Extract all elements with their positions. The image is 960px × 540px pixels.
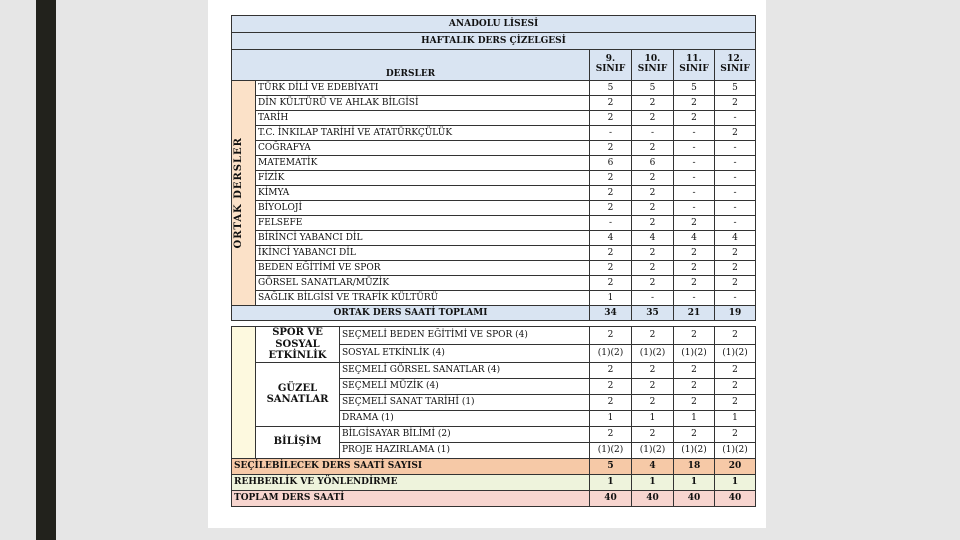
elective-hours: 2 — [715, 378, 756, 394]
course-row — [232, 291, 756, 306]
course-hours: 2 — [674, 276, 715, 291]
elective-hours: (1)(2) — [674, 442, 715, 458]
elective-hours: 2 — [674, 426, 715, 442]
common-total-value: 19 — [715, 306, 756, 321]
elective-hours: 2 — [632, 426, 674, 442]
elective-hours: 2 — [590, 394, 632, 410]
elective-courses-body — [232, 327, 756, 459]
course-hours: 2 — [715, 246, 756, 261]
common-courses-body — [232, 81, 756, 306]
elective-hours: 2 — [674, 327, 715, 345]
course-hours: 4 — [674, 231, 715, 246]
course-hours: - — [674, 156, 715, 171]
course-name: KİMYA — [256, 186, 590, 201]
course-hours: 2 — [632, 276, 674, 291]
elective-hours: (1)(2) — [715, 442, 756, 458]
elective-row — [232, 362, 756, 378]
elective-course-name: SEÇMELİ SANAT TARİHİ (1) — [340, 394, 590, 410]
elective-hours: 2 — [632, 327, 674, 345]
course-name: TÜRK DİLİ VE EDEBİYATI — [256, 81, 590, 96]
weekly-schedule-table — [231, 15, 756, 321]
school-title: ANADOLU LİSESİ — [232, 16, 756, 33]
course-hours: 2 — [632, 246, 674, 261]
elective-hours: 2 — [674, 394, 715, 410]
elective-side-cell — [232, 327, 256, 459]
course-hours: 2 — [674, 246, 715, 261]
course-hours: 2 — [590, 111, 632, 126]
course-hours: 2 — [632, 186, 674, 201]
course-hours: - — [674, 141, 715, 156]
course-name: DİN KÜLTÜRÜ VE AHLAK BİLGİSİ — [256, 96, 590, 111]
schedule-title: HAFTALIK DERS ÇİZELGESİ — [232, 33, 756, 50]
course-name: BİYOLOJİ — [256, 201, 590, 216]
course-name: İKİNCİ YABANCI DİL — [256, 246, 590, 261]
elective-hours: 2 — [674, 378, 715, 394]
summary-label: SEÇİLEBİLECEK DERS SAATİ SAYISI — [232, 458, 590, 474]
dersler-header: DERSLER — [232, 50, 590, 81]
course-row — [232, 276, 756, 291]
course-hours: 2 — [590, 141, 632, 156]
elective-hours: (1)(2) — [632, 344, 674, 362]
elective-hours: 2 — [590, 362, 632, 378]
summary-value: 40 — [674, 490, 715, 506]
elective-hours: 2 — [715, 362, 756, 378]
elective-category: SPOR VE SOSYAL ETKİNLİK — [256, 327, 340, 363]
course-hours: 2 — [715, 126, 756, 141]
summary-value: 40 — [715, 490, 756, 506]
summary-value: 1 — [674, 474, 715, 490]
course-hours: 4 — [632, 231, 674, 246]
course-hours: 2 — [674, 111, 715, 126]
elective-hours: 2 — [715, 426, 756, 442]
course-name: MATEMATİK — [256, 156, 590, 171]
elective-hours: 2 — [715, 327, 756, 345]
course-hours: 2 — [632, 111, 674, 126]
course-row — [232, 216, 756, 231]
elective-hours: 2 — [632, 394, 674, 410]
course-hours: 2 — [632, 201, 674, 216]
course-name: FELSEFE — [256, 216, 590, 231]
elective-hours: 1 — [674, 410, 715, 426]
course-row — [232, 261, 756, 276]
course-hours: 2 — [590, 261, 632, 276]
course-hours: 2 — [632, 96, 674, 111]
summary-label: REHBERLİK VE YÖNLENDİRME — [232, 474, 590, 490]
elective-course-name: SOSYAL ETKİNLİK (4) — [340, 344, 590, 362]
course-hours: - — [715, 216, 756, 231]
course-row — [232, 96, 756, 111]
course-name: BİRİNCİ YABANCI DİL — [256, 231, 590, 246]
course-hours: 5 — [674, 81, 715, 96]
common-total-value: 21 — [674, 306, 715, 321]
elective-course-name: SEÇMELİ GÖRSEL SANATLAR (4) — [340, 362, 590, 378]
course-hours: - — [715, 201, 756, 216]
course-hours: 2 — [590, 171, 632, 186]
elective-course-name: SEÇMELİ BEDEN EĞİTİMİ VE SPOR (4) — [340, 327, 590, 345]
summary-value: 5 — [590, 458, 632, 474]
course-hours: - — [632, 126, 674, 141]
course-hours: 2 — [674, 261, 715, 276]
course-hours: 2 — [715, 276, 756, 291]
elective-category: BİLİŞİM — [256, 426, 340, 458]
course-name: COĞRAFYA — [256, 141, 590, 156]
slide-accent-bar — [36, 0, 56, 540]
course-hours: - — [715, 141, 756, 156]
elective-hours: 1 — [715, 410, 756, 426]
course-hours: 2 — [674, 216, 715, 231]
course-row — [232, 156, 756, 171]
elective-hours: (1)(2) — [674, 344, 715, 362]
course-hours: 2 — [590, 246, 632, 261]
course-hours: - — [674, 291, 715, 306]
elective-row — [232, 327, 756, 345]
grade-header-9: 9. SINIF — [590, 50, 632, 81]
elective-category: GÜZEL SANATLAR — [256, 362, 340, 426]
course-hours: - — [715, 111, 756, 126]
course-hours: 5 — [632, 81, 674, 96]
course-name: TARİH — [256, 111, 590, 126]
course-hours: - — [590, 216, 632, 231]
course-hours: - — [590, 126, 632, 141]
course-hours: 2 — [590, 186, 632, 201]
course-hours: - — [632, 291, 674, 306]
summary-value: 20 — [715, 458, 756, 474]
course-hours: - — [715, 156, 756, 171]
course-row — [232, 111, 756, 126]
course-row — [232, 231, 756, 246]
summary-value: 1 — [632, 474, 674, 490]
elective-hours: 2 — [632, 362, 674, 378]
summary-value: 40 — [590, 490, 632, 506]
summary-row — [232, 458, 756, 474]
elective-hours: 1 — [590, 410, 632, 426]
course-row — [232, 201, 756, 216]
course-row — [232, 246, 756, 261]
summary-value: 4 — [632, 458, 674, 474]
course-hours: 2 — [590, 201, 632, 216]
course-hours: 2 — [674, 96, 715, 111]
common-total-value: 35 — [632, 306, 674, 321]
course-row — [232, 186, 756, 201]
elective-hours: 2 — [590, 327, 632, 345]
elective-course-name: PROJE HAZIRLAMA (1) — [340, 442, 590, 458]
course-name: BEDEN EĞİTİMİ VE SPOR — [256, 261, 590, 276]
elective-hours: 2 — [590, 426, 632, 442]
course-row — [232, 126, 756, 141]
course-name: SAĞLIK BİLGİSİ VE TRAFİK KÜLTÜRÜ — [256, 291, 590, 306]
course-hours: 2 — [632, 216, 674, 231]
common-total-value: 34 — [590, 306, 632, 321]
course-row — [232, 81, 756, 96]
elective-hours: 2 — [715, 394, 756, 410]
course-hours: 2 — [715, 96, 756, 111]
summary-body — [232, 458, 756, 506]
course-hours: 2 — [632, 261, 674, 276]
grade-header-12: 12. SINIF — [715, 50, 756, 81]
course-name: T.C. İNKILAP TARİHİ VE ATATÜRKÇÜLÜK — [256, 126, 590, 141]
summary-value: 18 — [674, 458, 715, 474]
summary-value: 1 — [715, 474, 756, 490]
course-hours: 2 — [590, 96, 632, 111]
course-name: FİZİK — [256, 171, 590, 186]
elective-hours: (1)(2) — [590, 344, 632, 362]
course-hours: - — [674, 171, 715, 186]
elective-hours: 2 — [632, 378, 674, 394]
course-hours: 2 — [632, 171, 674, 186]
course-hours: 2 — [715, 261, 756, 276]
course-hours: - — [674, 201, 715, 216]
grade-header-10: 10. SINIF — [632, 50, 674, 81]
summary-value: 1 — [590, 474, 632, 490]
course-hours: - — [715, 186, 756, 201]
elective-hours: (1)(2) — [590, 442, 632, 458]
course-hours: 1 — [590, 291, 632, 306]
course-name: GÖRSEL SANATLAR/MÜZİK — [256, 276, 590, 291]
elective-hours: 2 — [674, 362, 715, 378]
course-hours: 6 — [632, 156, 674, 171]
course-hours: - — [715, 291, 756, 306]
course-hours: 4 — [715, 231, 756, 246]
common-group-cell — [232, 81, 256, 306]
common-total-label: ORTAK DERS SAATİ TOPLAMI — [232, 306, 590, 321]
course-hours: - — [674, 126, 715, 141]
course-hours: - — [674, 186, 715, 201]
grade-header-11: 11. SINIF — [674, 50, 715, 81]
course-hours: 6 — [590, 156, 632, 171]
elective-hours: (1)(2) — [715, 344, 756, 362]
elective-courses-table — [231, 326, 756, 507]
course-hours: 4 — [590, 231, 632, 246]
course-hours: - — [715, 171, 756, 186]
course-hours: 2 — [632, 141, 674, 156]
elective-course-name: DRAMA (1) — [340, 410, 590, 426]
course-hours: 2 — [590, 276, 632, 291]
course-row — [232, 141, 756, 156]
elective-course-name: SEÇMELİ MÜZİK (4) — [340, 378, 590, 394]
course-row — [232, 171, 756, 186]
elective-hours: (1)(2) — [632, 442, 674, 458]
elective-course-name: BİLGİSAYAR BİLİMİ (2) — [340, 426, 590, 442]
elective-row — [232, 426, 756, 442]
summary-value: 40 — [632, 490, 674, 506]
elective-hours: 2 — [590, 378, 632, 394]
elective-hours: 1 — [632, 410, 674, 426]
common-group-label: ORTAK DERSLER — [233, 137, 244, 249]
summary-label: TOPLAM DERS SAATİ — [232, 490, 590, 506]
summary-row — [232, 474, 756, 490]
course-hours: 5 — [590, 81, 632, 96]
summary-row — [232, 490, 756, 506]
course-hours: 5 — [715, 81, 756, 96]
